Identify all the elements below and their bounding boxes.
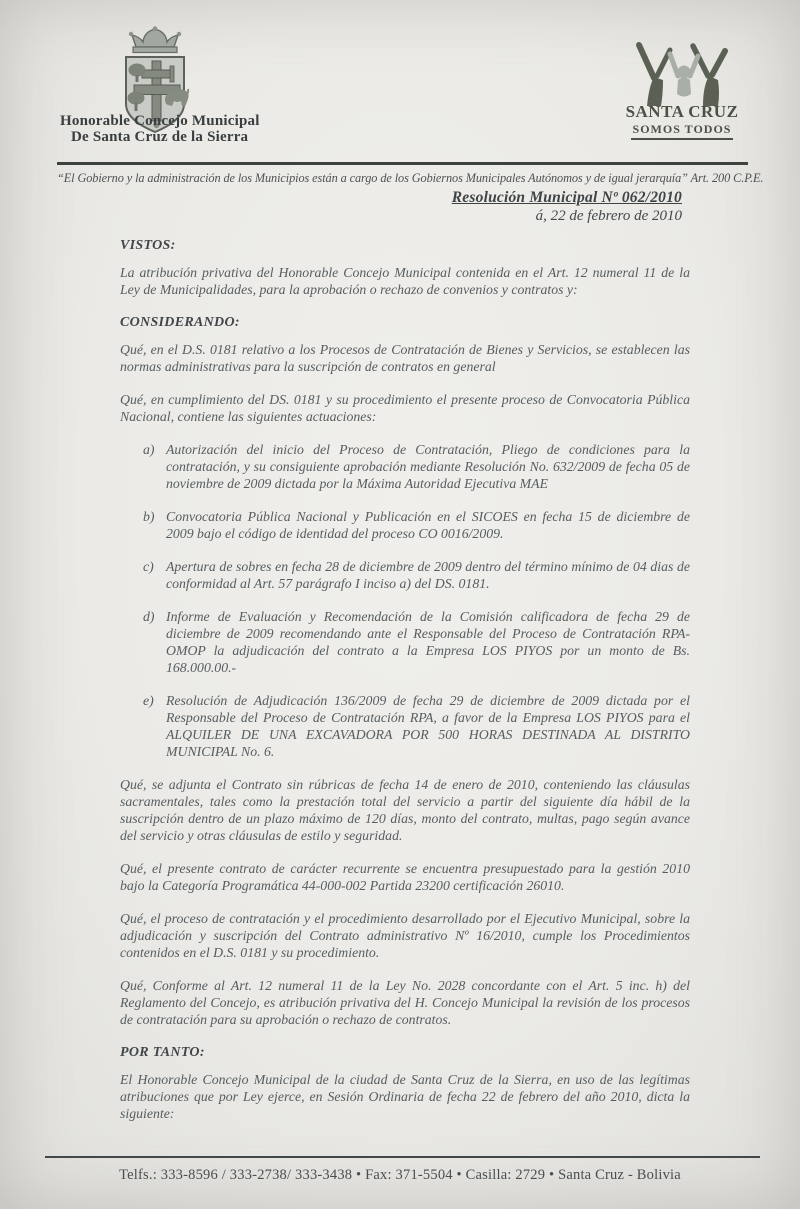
footer-contact: Telfs.: 333-8596 / 333-2738/ 333-3438 • Fax: 371-5504 • Casilla: 2729 • Santa Cruz - Bolivia — [119, 1167, 681, 1183]
paragraph: Qué, se adjunta el Contrato sin rúbricas de fecha 14 de enero de 2010, conteniendo las cláusulas sacramentales, tales como la prestación total del servicio a partir del siguiente día hábil de la suscripción dentro de un plazo máximo de 120 días, monto del contrato, multas, pago según avance del servicio y otras cláusulas de estilo y seguridad. — [120, 777, 690, 843]
vistos-heading: VISTOS: — [120, 238, 176, 253]
list-item-text: Apertura de sobres en fecha 28 de diciembre de 2009 dentro del término mínimo de 04 dias de conformidad al Art. 57 parágrafo I inciso a) del DS. 0181. — [166, 559, 690, 591]
list-item-text: Informe de Evaluación y Recomendación de la Comisión calificadora de fecha 29 de diciembre de 2009 recomendando ante el Responsable del Proceso de Contratación RPA-OMOP la adjudicación del contrato a la Empresa LOS PIYOS por un monto de Bs. 168.000.00.- — [166, 609, 690, 675]
list-item-text: Autorización del inicio del Proceso de Contratación, Pliego de condiciones para la contratación, y su consiguiente aprobación mediante Resolución No. 632/2009 de fecha 05 de noviembre de 2009 dictada por la Máxima Autoridad Ejecutiva MAE — [166, 442, 690, 491]
paragraph: El Honorable Concejo Municipal de la ciudad de Santa Cruz de la Sierra, en uso de las legítimas atribuciones que por Ley ejerce, en Sesión Ordinaria de fecha 22 de febrero del año 2010, dicta la siguiente: — [120, 1072, 690, 1121]
resolution-heading-block — [452, 189, 682, 225]
actuaciones-list — [120, 441, 690, 760]
list-item — [120, 508, 690, 542]
paragraph: Qué, el proceso de contratación y el procedimiento desarrollado por el Ejecutivo Municipal, sobre la adjudicación y suscripción del Contrato administrativo Nº 16/2010, cumple los Procedimientos contenidos en el D.S. 0181 y su procedimiento. — [120, 911, 690, 960]
people-raised-arms-icon — [632, 34, 732, 106]
org-name-line2: De Santa Cruz de la Sierra — [71, 129, 249, 145]
list-item-text: Resolución de Adjudicación 136/2009 de fecha 29 de diciembre de 2009 dictada por el Responsable del Proceso de Contratación RPA, a favor de la Empresa LOS PIYOS para el ALQUILER DE UNA EXCAVADORA POR 500 HORAS DESTINADA AL DISTRITO MUNICIPAL No. 6. — [166, 693, 690, 759]
paragraph: Qué, en el D.S. 0181 relativo a los Procesos de Contratación de Bienes y Servicios, se establecen las normas administrativas para la suscripción de contratos en general — [120, 342, 690, 374]
vistos-paragraph: La atribución privativa del Honorable Concejo Municipal contenida en el Art. 12 numeral 11 de la Ley de Municipalidades, para la aprobación o rechazo de convenios y contratos y: — [120, 265, 690, 297]
list-item-letter: e) — [143, 693, 154, 708]
list-item-letter: c) — [143, 559, 154, 574]
por-tanto-heading: POR TANTO: — [120, 1045, 205, 1060]
paragraph: Qué, el presente contrato de carácter recurrente se encuentra presupuestado para la gestión 2010 bajo la Categoría Programática 44-000-002 Partida 23200 certificación 26010. — [120, 861, 690, 893]
list-item-letter: a) — [143, 442, 155, 457]
paragraph: Qué, Conforme al Art. 12 numeral 11 de la Ley No. 2028 concordante con el Art. 5 inc. h) del Reglamento del Concejo, es atribución privativa del H. Concejo Municipal la revisión de los procesos de contratación para su aprobación o rechazo de contratos. — [120, 978, 690, 1027]
document-body — [120, 237, 690, 1138]
list-item-letter: b) — [143, 509, 155, 524]
list-item-letter: d) — [143, 609, 155, 624]
list-item-text: Convocatoria Pública Nacional y Publicación en el SICOES en fecha 15 de diciembre de 2009 bajo el código de identidad del proceso CO 0016/2009. — [166, 509, 690, 541]
paragraph: Qué, en cumplimiento del DS. 0181 y su procedimiento el presente proceso de Convocatoria Pública Nacional, contiene las siguientes actuaciones: — [120, 392, 690, 424]
list-item — [120, 441, 690, 492]
brand-tagline: SOMOS TODOS — [631, 122, 734, 140]
list-item — [120, 558, 690, 592]
org-name-line1: Honorable Concejo Municipal — [60, 113, 260, 129]
list-item — [120, 692, 690, 760]
brand-wordmark: SANTA CRUZ — [625, 102, 739, 121]
constitution-quote: “El Gobierno y la administración de los Municipios están a cargo de los Gobiernos Municipales Autónomos y de igual jerarquía” Art. 200 C.P.E. — [57, 171, 764, 185]
considerando-heading: CONSIDERANDO: — [120, 315, 240, 330]
santa-cruz-logo — [612, 34, 752, 140]
resolution-date: á, 22 de febrero de 2010 — [535, 208, 682, 224]
resolution-number: Resolución Municipal Nº 062/2010 — [451, 189, 682, 206]
header-divider — [57, 162, 748, 165]
org-name — [60, 113, 260, 145]
list-item — [120, 608, 690, 676]
footer-divider — [45, 1156, 760, 1158]
